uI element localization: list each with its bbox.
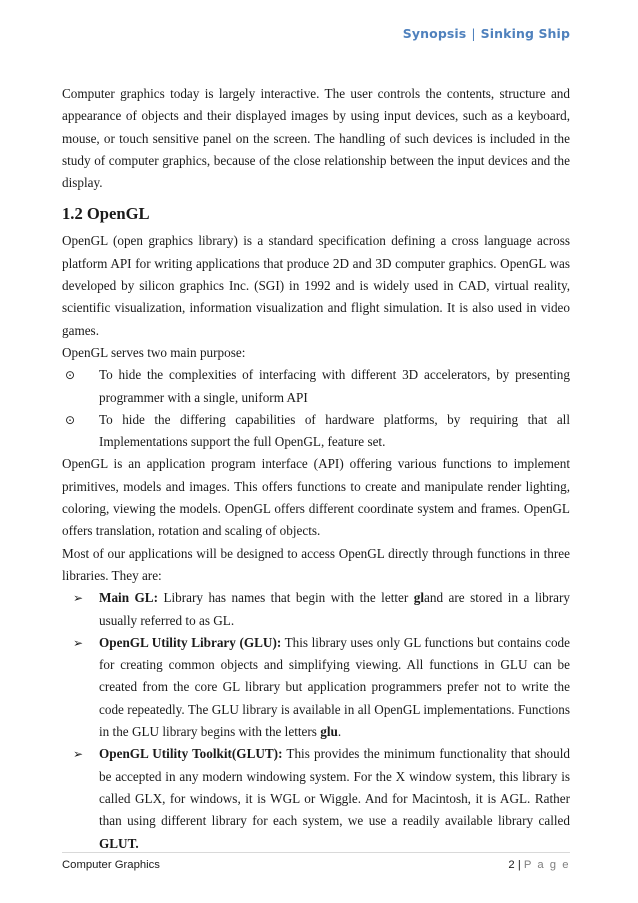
library-text: This provides the minimum functionality that should be accepted in any modern windowing system. For the X window system, this library is called GLX, for windows, it is WGL or Wiggle. And for Macintosh, it is AGL. Rather than using different library for each system, we use a readily available library called [99,746,570,829]
library-inline-bold: GLUT. [99,835,139,851]
library-text: This library uses only GL functions but contains code for creating common objects and simplifying viewing. All functions in GLU can be created from the core GL library but application programmers prefer not to write the code repeatedly. The GLU library is available in all OpenGL implementations. Functions in the GLU library begins with the letters [99,634,570,740]
arrow-bullet-icon: ➢ [73,747,84,762]
footer-divider [62,852,570,853]
footer-left-text: Computer Graphics [62,859,160,871]
body-content [62,83,570,855]
purpose-bullet-text: To hide the complexities of interfacing with different 3D accelerators, by presenting programmer with a single, uniform API [99,367,570,405]
arrow-bullet-icon: ➢ [73,591,84,606]
purpose-intro-paragraph: OpenGL serves two main purpose: [62,344,246,360]
circle-bullet-icon: ⊙ [65,412,76,427]
page-separator: | [517,859,521,871]
page-number: 2 [508,859,515,871]
purpose-bullet-1 [62,364,570,409]
running-header [403,26,570,41]
library-text: Library has names that begin with the letter [157,590,414,606]
header-separator: | [471,26,476,41]
page-number-footer [508,859,570,871]
section-heading: 1.2 OpenGL [62,204,150,224]
library-item-main-gl [62,587,570,632]
purpose-bullet-2 [62,409,570,454]
library-item-glu [62,632,570,743]
header-title: Synopsis [402,26,467,41]
library-term: Main GL: [99,590,158,606]
page-word: P a g e [523,859,570,871]
purpose-bullet-text: To hide the differing capabilities of hardware platforms, by requiring that all Implementations support the full OpenGL, feature set. [99,411,570,450]
opengl-definition-paragraph: OpenGL (open graphics library) is a standard specification defining a cross language across platform API for writing applications that produce 2D and 3D computer graphics. OpenGL was developed by silicon graphics Inc. (SGI) in 1992 and is widely used in CAD, virtual reality, scientific visualization, information visualization and flight simulation. It is also used in video games. [62,233,570,338]
library-text-tail: . [337,724,342,740]
library-term: OpenGL Utility Toolkit(GLUT): [99,746,283,762]
circle-bullet-icon: ⊙ [65,368,76,383]
intro-paragraph: Computer graphics today is largely interactive. The user controls the contents, structure and appearance of objects and their displayed images by using input devices, such as a keyboard, mouse, or touch sensitive panel on the screen. The handling of such devices is included in the study of computer graphics, because of the close relationship between the input devices and the display. [62,86,570,191]
library-inline-bold: gl [413,590,425,606]
api-paragraph: OpenGL is an application program interface (API) offering various functions to implement primitives, models and images. This offers functions to create and manipulate render lighting, coloring, viewing the models. OpenGL offers different coordinate system and frames. OpenGL offers translation, rotation and scaling of objects. [62,456,570,539]
library-item-glut [62,743,570,854]
library-text-tail: and are stored in a library usually referred to as GL. [99,590,571,628]
arrow-bullet-icon: ➢ [73,635,84,650]
library-inline-bold: glu [320,724,338,740]
header-subtitle: Sinking Ship [480,26,570,41]
libraries-intro-paragraph: Most of our applications will be designed to access OpenGL directly through functions in three libraries. They are: [62,545,570,583]
library-term: OpenGL Utility Library (GLU): [99,634,282,650]
